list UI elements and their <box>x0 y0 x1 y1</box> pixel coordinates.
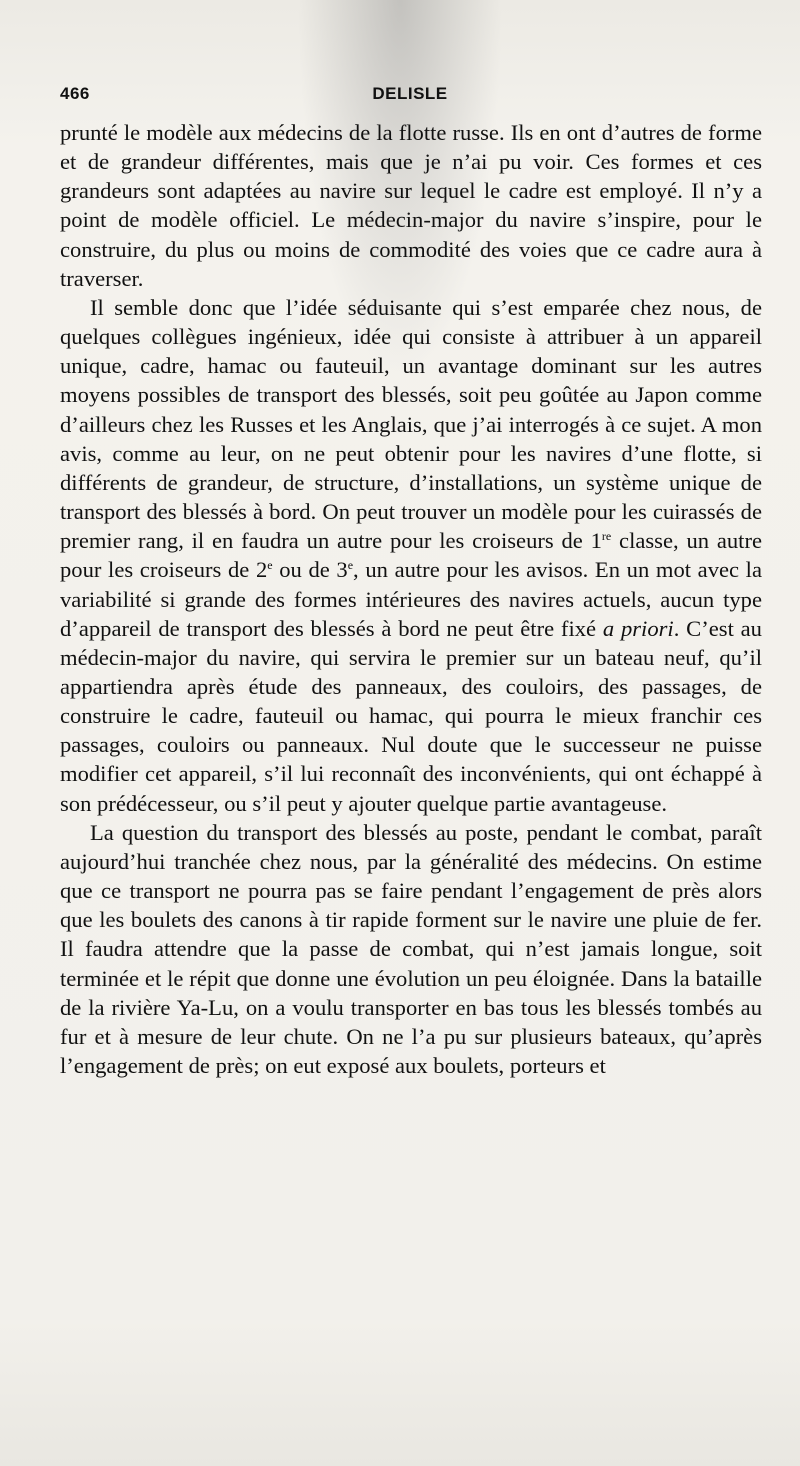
text-run: ou de 3 <box>272 557 348 583</box>
italic-text: a priori <box>602 615 674 641</box>
running-title: DELISLE <box>372 84 448 103</box>
paragraph <box>60 818 762 1080</box>
text-run: Il semble donc que l’idée séduisante qui s’est emparée chez nous, de quelques collègues ingénieux, idée qui consiste à attribuer à un appareil unique, cadre, hamac ou fauteuil, un avantage dominant sur les autres moyens possibles de transport des blessés, soit peu goûtée au Japon comme d’ailleurs chez les Russes et les Anglais, que j’ai interrogés à ce sujet. A mon avis, comme au leur, on ne peut obtenir pour les navires d’une flotte, si différents de grandeur, de structure, d’installations, un système unique de transport des blessés à bord. On peut trouver un modèle pour les cuirassés de premier rang, il en faudra un autre pour les croiseurs de 1 <box>60 294 762 554</box>
superscript: re <box>601 529 612 544</box>
text-run: classe, un autre pour les croiseurs de 2 <box>60 528 763 583</box>
text-run: , un autre pour les avisos. En un mot avec la variabilité si grande des formes intérieures des navires actuels, aucun type d’appareil de transport des blessés à bord ne peut être fixé <box>60 557 762 641</box>
superscript: e <box>347 558 354 573</box>
text-run: . C’est au médecin-major du navire, qui servira le premier sur un bateau neuf, qu’il appartiendra après étude des panneaux, des couloirs, des passages, de construire le cadre, fauteuil ou hamac, qui pourra le mieux franchir ces passages, couloirs ou panneaux. Nul doute que le successeur ne puisse modifier cet appareil, s’il lui reconnaît des inconvénients, qui ont échappé à son prédécesseur, ou s’il peut y ajouter quelque partie avantageuse. <box>60 615 762 816</box>
superscript: e <box>267 558 273 573</box>
paragraph <box>60 293 762 818</box>
text-run: La question du transport des blessés au poste, pendant le combat, paraît aujourd’hui tranchée chez nous, par la généralité des médecins. On estime que ce transport ne pourra pas se faire pendant l’engagement de près alors que les boulets des canons à tir rapide forment sur le navire une pluie de fer. Il faudra attendre que la passe de combat, qui n’est jamais longue, soit terminée et le répit que donne une évolution un peu éloignée. Dans la bataille de la rivière Ya-Lu, on a voulu transporter en bas tous les blessés tombés au fur et à mesure de leur chute. On ne l’a pu sur plusieurs bateaux, qu’après l’engagement de près; on eut exposé aux boulets, porteurs et <box>60 819 762 1078</box>
page-header <box>60 84 760 108</box>
body-text <box>60 118 762 1080</box>
text-run: prunté le modèle aux médecins de la flotte russe. Ils en ont d’autres de forme et de grandeur différentes, mais que je n’ai pu voir. Ces formes et ces grandeurs sont adaptées au navire sur lequel le cadre est employé. Il n’y a point de modèle officiel. Le médecin-major du navire s’inspire, pour le construire, du plus ou moins de commodité des voies que ce cadre aura à traverser. <box>60 120 762 291</box>
paragraph <box>60 118 762 293</box>
page-number: 466 <box>60 84 90 103</box>
